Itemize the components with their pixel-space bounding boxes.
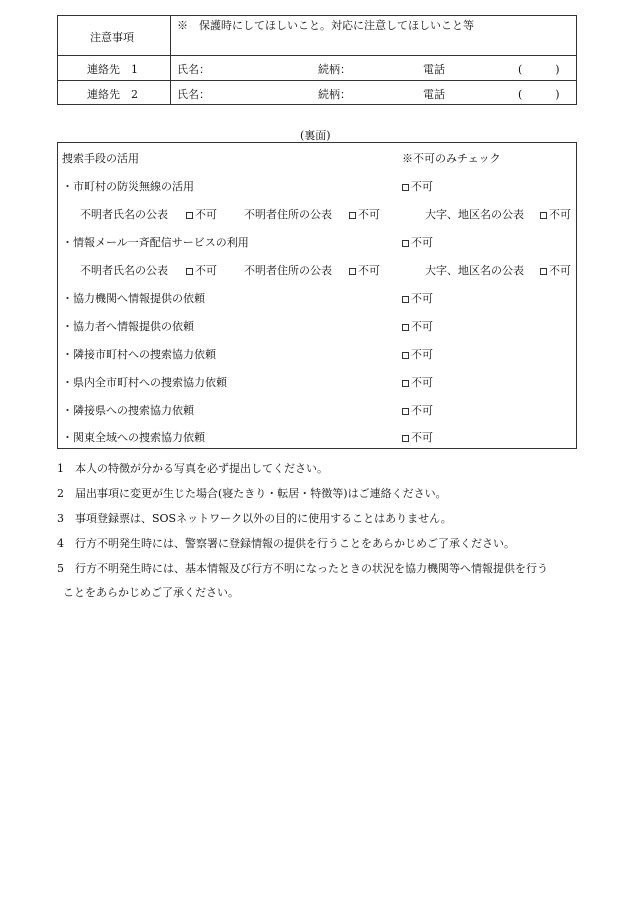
checkbox-icon bbox=[540, 212, 547, 219]
search-item-checkbox[interactable]: 不可 bbox=[402, 318, 433, 334]
search-item-checkbox[interactable]: 不可 bbox=[402, 402, 433, 418]
checkbox-icon bbox=[402, 380, 409, 387]
note-line: 4 行方不明発生時には、警察署に登録情報の提供を行うことをあらかじめご了承ください。 bbox=[57, 537, 515, 550]
search-item-label: ・関東全域への捜索協力依頼 bbox=[62, 431, 205, 444]
note-line-continued: ことをあらかじめご了承ください。 bbox=[63, 586, 239, 599]
contact-2-name-field[interactable]: 氏名： bbox=[177, 88, 210, 101]
search-item-checkbox[interactable]: 不可 bbox=[402, 234, 433, 250]
search-item-label: ・協力機関へ情報提供の依頼 bbox=[62, 292, 205, 305]
checkbox-icon bbox=[186, 212, 193, 219]
table-row-divider bbox=[57, 80, 577, 81]
contact-2-relation-field[interactable]: 続柄： bbox=[318, 88, 351, 101]
search-item-label: ・協力者へ情報提供の依頼 bbox=[62, 320, 194, 333]
search-item-checkbox[interactable]: 不可 bbox=[402, 374, 433, 390]
checkbox-icon bbox=[349, 268, 356, 275]
notes-label: 注意事項 bbox=[90, 31, 134, 44]
table-col-divider bbox=[170, 15, 171, 105]
table-row-divider bbox=[57, 55, 577, 56]
contact-2-phone-field[interactable]: 電話 bbox=[423, 88, 445, 101]
sub-option-label: 不明者氏名の公表 bbox=[80, 208, 168, 221]
sub-option-checkbox[interactable]: 不可 bbox=[349, 206, 380, 222]
search-item-checkbox[interactable]: 不可 bbox=[402, 346, 433, 362]
checkbox-icon bbox=[402, 435, 409, 442]
sub-option-label: 不明者住所の公表 bbox=[244, 264, 332, 277]
checkbox-icon bbox=[402, 408, 409, 415]
contact-1-phone-paren: ( ) bbox=[518, 63, 560, 76]
back-side-label: (裏面) bbox=[300, 129, 331, 142]
checkbox-icon bbox=[186, 268, 193, 275]
notes-field[interactable]: ※ 保護時にしてほしいこと。対応に注意してほしいこと等 bbox=[177, 19, 474, 32]
contact-1-label: 連絡先 1 bbox=[87, 63, 138, 76]
sub-option-checkbox[interactable]: 不可 bbox=[186, 206, 217, 222]
sub-option-checkbox[interactable]: 不可 bbox=[349, 262, 380, 278]
sub-option-checkbox[interactable]: 不可 bbox=[540, 262, 571, 278]
contact-1-name-field[interactable]: 氏名： bbox=[177, 63, 210, 76]
checkbox-icon bbox=[402, 352, 409, 359]
search-item-checkbox[interactable]: 不可 bbox=[402, 429, 433, 445]
checkbox-icon bbox=[402, 296, 409, 303]
search-item-label: ・隣接県への捜索協力依頼 bbox=[62, 404, 194, 417]
search-item-label: ・市町村の防災無線の活用 bbox=[62, 180, 194, 193]
checkbox-icon bbox=[402, 240, 409, 247]
sub-option-label: 不明者住所の公表 bbox=[244, 208, 332, 221]
sub-option-checkbox[interactable]: 不可 bbox=[186, 262, 217, 278]
sub-option-label: 不明者氏名の公表 bbox=[80, 264, 168, 277]
search-item-label: ・隣接市町村への捜索協力依頼 bbox=[62, 348, 216, 361]
note-line: 3 事項登録票は、SOSネットワーク以外の目的に使用することはありません。 bbox=[57, 512, 452, 525]
search-item-checkbox[interactable]: 不可 bbox=[402, 178, 433, 194]
sub-option-checkbox[interactable]: 不可 bbox=[540, 206, 571, 222]
contact-2-phone-paren: ( ) bbox=[518, 88, 560, 101]
search-item-label: ・情報メール一斉配信サービスの利用 bbox=[62, 236, 249, 249]
search-header: 捜索手段の活用 bbox=[62, 152, 139, 165]
note-line: 2 届出事項に変更が生じた場合(寝たきり・転居・特徴等)はご連絡ください。 bbox=[57, 487, 447, 500]
search-item-label: ・県内全市町村への捜索協力依頼 bbox=[62, 376, 227, 389]
contact-1-relation-field[interactable]: 続柄： bbox=[318, 63, 351, 76]
contact-1-phone-field[interactable]: 電話 bbox=[423, 63, 445, 76]
checkbox-icon bbox=[402, 324, 409, 331]
checkbox-icon bbox=[402, 184, 409, 191]
check-note: ※不可のみチェック bbox=[402, 152, 501, 165]
sub-option-label: 大字、地区名の公表 bbox=[425, 208, 524, 221]
note-line: 1 本人の特徴が分かる写真を必ず提出してください。 bbox=[57, 462, 328, 475]
checkbox-icon bbox=[540, 268, 547, 275]
note-line: 5 行方不明発生時には、基本情報及び行方不明になったときの状況を協力機関等へ情報提供を行う bbox=[57, 562, 548, 575]
contact-2-label: 連絡先 2 bbox=[87, 88, 138, 101]
checkbox-icon bbox=[349, 212, 356, 219]
sub-option-label: 大字、地区名の公表 bbox=[425, 264, 524, 277]
search-item-checkbox[interactable]: 不可 bbox=[402, 290, 433, 306]
